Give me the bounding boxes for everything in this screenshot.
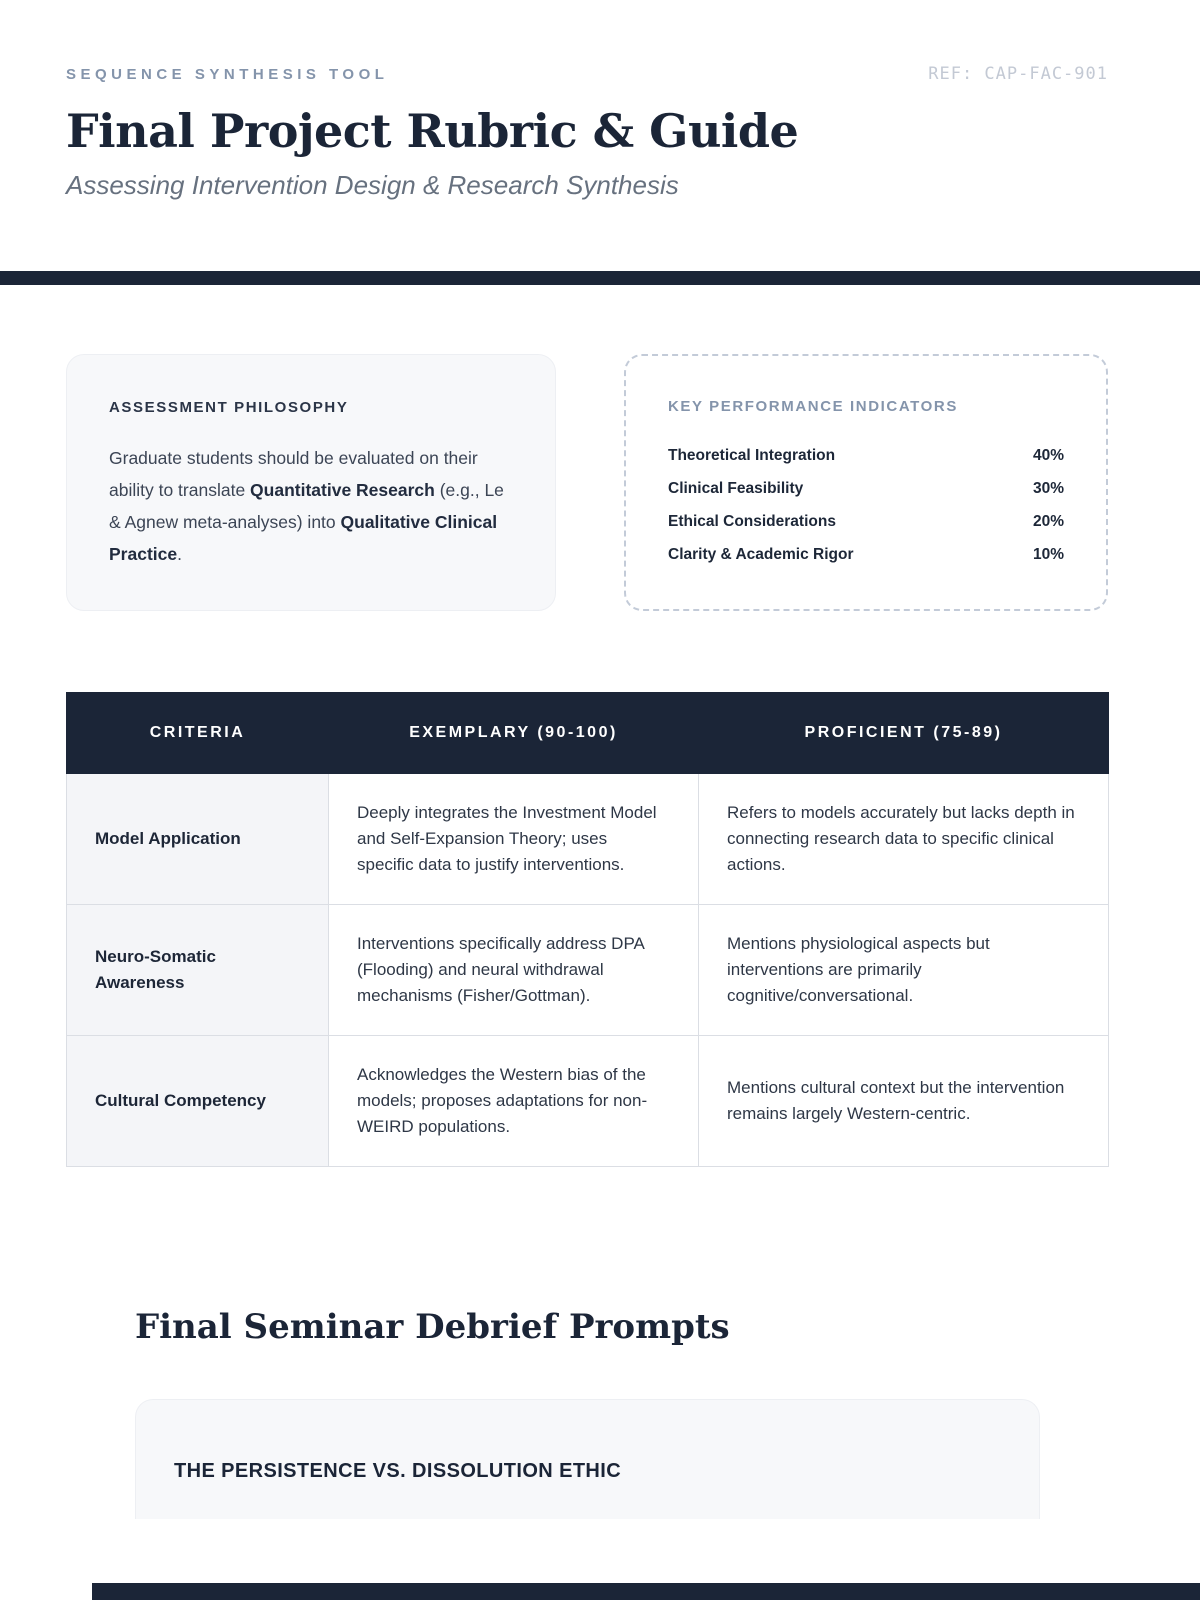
page-header	[0, 0, 1200, 201]
exemplary-cell: Interventions specifically address DPA (Flooding) and neural withdrawal mechanisms (Fisher/Gottman).	[329, 905, 699, 1036]
header-divider-bar	[0, 271, 1200, 285]
rubric-column-header: CRITERIA	[67, 693, 329, 774]
debrief-card	[135, 1399, 1040, 1519]
rubric-row	[67, 774, 1109, 905]
exemplary-cell: Acknowledges the Western bias of the models; proposes adaptations for non-WEIRD populations.	[329, 1036, 699, 1167]
rubric-column-header: EXEMPLARY (90-100)	[329, 693, 699, 774]
summary-cards-row	[66, 354, 1108, 611]
philosophy-text-segment: Graduate students should be evaluated on their ability to translate	[109, 448, 478, 500]
criteria-cell: Cultural Competency	[67, 1036, 329, 1167]
kpi-card	[624, 354, 1108, 611]
debrief-heading: Final Seminar Debrief Prompts	[135, 1307, 730, 1347]
philosophy-text-segment: (e.g., Le & Agnew meta-analyses) into	[109, 480, 504, 532]
page-subtitle: Assessing Intervention Design & Research Synthesis	[66, 170, 679, 200]
philosophy-bold-term: Quantitative Research	[250, 480, 435, 500]
assessment-philosophy-card	[66, 354, 556, 611]
criteria-cell: Model Application	[67, 774, 329, 905]
rubric-table-head	[67, 693, 1109, 774]
kpi-label: Ethical Considerations	[668, 512, 836, 530]
kpi-row	[668, 505, 1064, 538]
eyebrow-row	[66, 64, 1108, 84]
rubric-table	[66, 692, 1109, 1167]
rubric-row	[67, 1036, 1109, 1167]
kpi-row	[668, 538, 1064, 571]
bottom-dark-bar	[92, 1583, 1200, 1600]
philosophy-card-title: ASSESSMENT PHILOSOPHY	[109, 399, 349, 416]
rubric-header-row	[67, 693, 1109, 774]
page-title: Final Project Rubric & Guide	[66, 104, 799, 158]
rubric-table-body	[67, 774, 1109, 1167]
criteria-cell: Neuro-Somatic Awareness	[67, 905, 329, 1036]
kpi-row	[668, 439, 1064, 472]
kpi-value: 10%	[1032, 545, 1064, 563]
proficient-cell: Mentions physiological aspects but interventions are primarily cognitive/conversational.	[699, 905, 1109, 1036]
debrief-card-title: THE PERSISTENCE VS. DISSOLUTION ETHIC	[174, 1460, 622, 1482]
debrief-section	[0, 1307, 1200, 1519]
kpi-value: 20%	[1032, 512, 1064, 530]
philosophy-text-segment: .	[177, 544, 182, 564]
kpi-value: 40%	[1032, 446, 1064, 464]
exemplary-cell: Deeply integrates the Investment Model and Self-Expansion Theory; uses specific data to justify interventions.	[329, 774, 699, 905]
kpi-row	[668, 472, 1064, 505]
proficient-cell: Mentions cultural context but the intervention remains largely Western-centric.	[699, 1036, 1109, 1167]
eyebrow-label: SEQUENCE SYNTHESIS TOOL	[66, 66, 389, 83]
philosophy-bold-term: Qualitative Clinical Practice	[109, 512, 498, 564]
kpi-label: Clarity & Academic Rigor	[668, 545, 854, 563]
kpi-label: Theoretical Integration	[668, 446, 836, 464]
kpi-value: 30%	[1032, 479, 1064, 497]
proficient-cell: Refers to models accurately but lacks depth in connecting research data to specific clinical actions.	[699, 774, 1109, 905]
kpi-list	[668, 439, 1064, 571]
philosophy-body-text	[109, 442, 515, 570]
rubric-row	[67, 905, 1109, 1036]
kpi-card-title: KEY PERFORMANCE INDICATORS	[668, 398, 958, 415]
rubric-column-header: PROFICIENT (75-89)	[699, 693, 1109, 774]
kpi-label: Clinical Feasibility	[668, 479, 804, 497]
reference-code: REF: CAP-FAC-901	[928, 64, 1108, 84]
